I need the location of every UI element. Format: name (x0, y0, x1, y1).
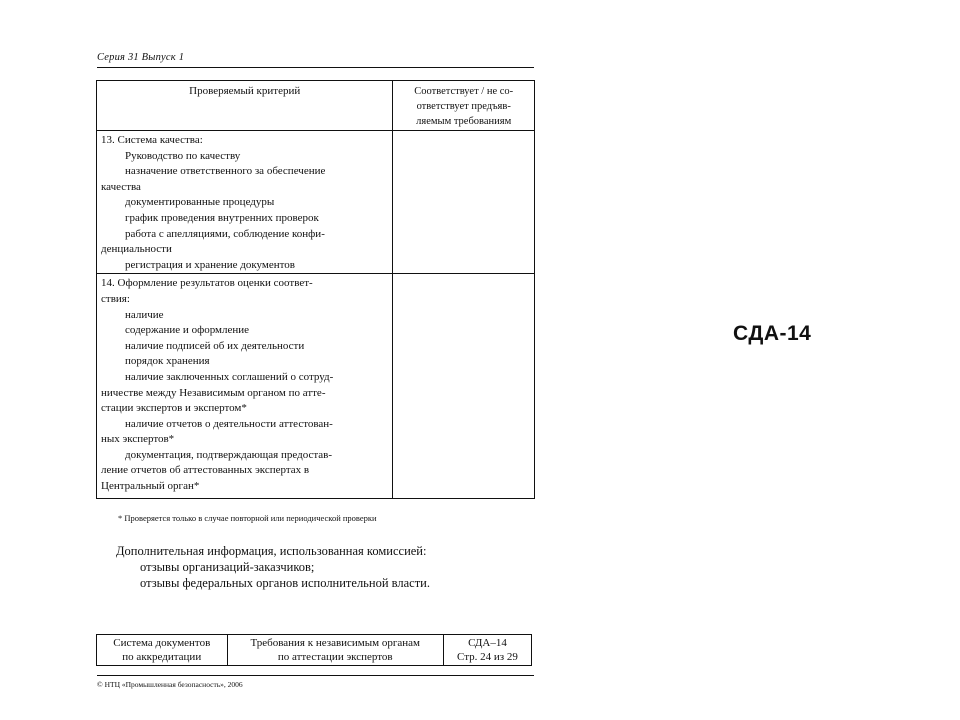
additional-info-title: Дополнительная информация, использованная комиссией: (116, 544, 427, 558)
criterion-line: Центральный орган* (101, 480, 200, 493)
footer-line: по аттестации экспертов (277, 651, 393, 663)
additional-info-item: отзывы федеральных органов исполнительной власти. (140, 576, 430, 590)
header-rule (97, 67, 534, 68)
criterion-line: документированные процедуры (125, 196, 275, 209)
additional-info (116, 543, 430, 591)
footer-rule (97, 675, 534, 676)
criterion-line: график проведения внутренних проверок (125, 211, 319, 224)
conformity-line: ляемым требованиям (416, 116, 512, 127)
section-13-title: 13. Система качества: (101, 134, 203, 146)
criterion-line: регистрация и хранение документов (125, 258, 295, 271)
copyright: © НТЦ «Промышленная безопасность», 2006 (97, 680, 243, 689)
section-13-conformity-cell (393, 131, 535, 274)
section-14-criteria (97, 274, 393, 499)
table-row-section-13 (97, 131, 535, 274)
section-14-title: 14. Оформление результатов оценки соответ- (101, 277, 313, 290)
conformity-line: ответствует предъяв- (416, 101, 511, 112)
criterion-line: денциальности (101, 243, 172, 256)
footer-page-number: Стр. 24 из 29 (457, 651, 518, 663)
additional-info-item: отзывы организаций-заказчиков; (140, 560, 315, 574)
footer-doc-code: СДА–14 (468, 637, 507, 649)
footer-line: Требования к независимым органам (250, 637, 420, 649)
criterion-line: назначение ответственного за обеспечение (125, 165, 326, 178)
column-header-criterion: Проверяемый критерий (97, 81, 393, 131)
criterion-line: качества (101, 180, 141, 193)
criterion-line: документация, подтверждающая предостав- (125, 448, 333, 461)
footer-line: Система документов (113, 637, 211, 649)
footnote: * Проверяется только в случае повторной или периодической проверки (118, 513, 377, 523)
criterion-line: порядок хранения (125, 355, 210, 368)
criterion-line: наличие подписей об их деятельности (125, 339, 305, 352)
criterion-line: ничестве между Независимым органом по атте- (101, 386, 326, 399)
table-row-section-14 (97, 274, 535, 499)
criterion-line: наличие (125, 308, 164, 321)
criterion-line: содержание и оформление (125, 324, 250, 337)
footer-page-info (443, 635, 531, 666)
criterion-line: ных экспертов* (101, 433, 175, 446)
criterion-line: наличие заключенных соглашений о сотруд- (125, 370, 334, 383)
section-14-conformity-cell (393, 274, 535, 499)
section-14-title: ствия: (101, 292, 130, 305)
footer-doc-system (97, 635, 228, 666)
footer-requirements (227, 635, 443, 666)
series-header: Серия 31 Выпуск 1 (97, 52, 185, 63)
section-13-criteria (97, 131, 393, 274)
footer-row (97, 635, 532, 666)
criterion-line: наличие отчетов о деятельности аттестован- (125, 417, 333, 430)
column-header-conformity (393, 81, 535, 131)
criterion-line: ление отчетов об аттестованных экспертах в (101, 464, 310, 477)
table-header-row (97, 81, 535, 131)
footer-table (96, 634, 532, 666)
criteria-table (96, 80, 535, 499)
criterion-line: стации экспертов и экспертом* (101, 402, 247, 415)
conformity-line: Соответствует / не со- (414, 86, 514, 97)
document-code-label: СДА-14 (733, 322, 812, 345)
criterion-line: Руководство по качеству (125, 149, 241, 162)
footer-line: по аккредитации (122, 651, 202, 663)
criterion-line: работа с апелляциями, соблюдение конфи- (125, 227, 325, 240)
